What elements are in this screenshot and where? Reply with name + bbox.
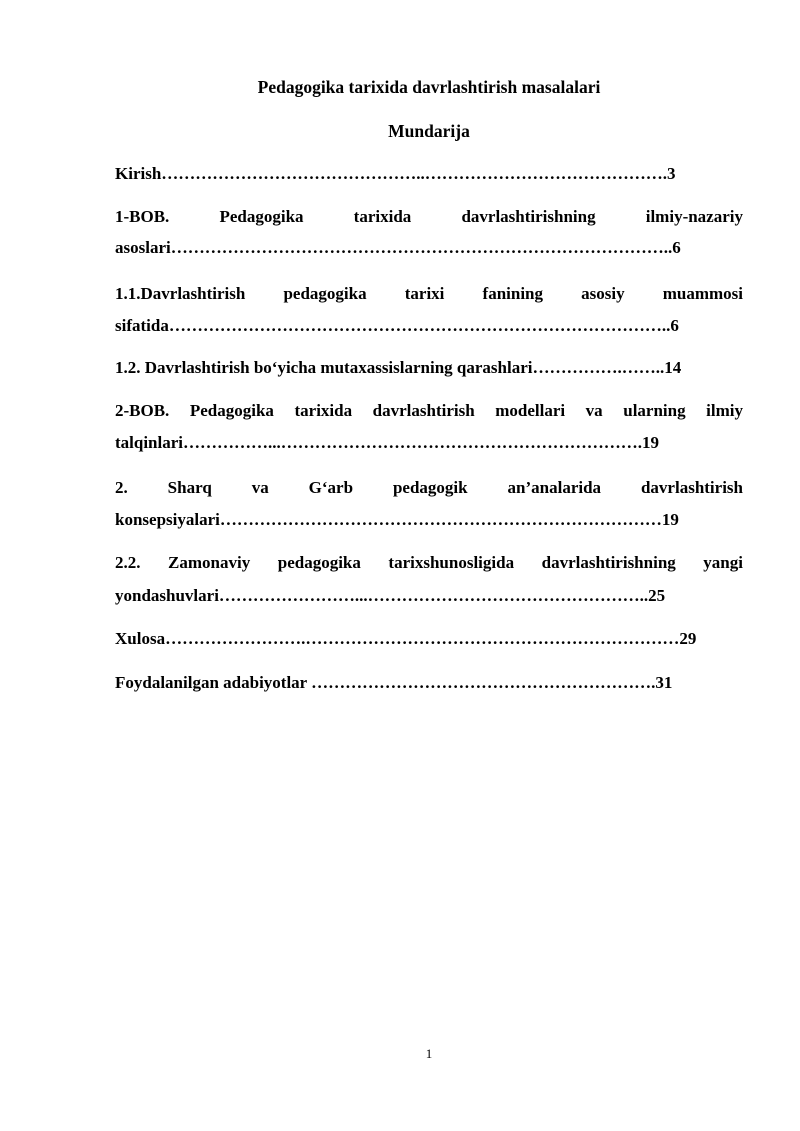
toc-entry-section21-line2: konsepsiyalari……………………………………………………………………19 bbox=[115, 510, 679, 529]
toc-entry-conclusion: Xulosa…………………….…………………………………………………………29 bbox=[115, 629, 697, 648]
document-title: Pedagogika tarixida davrlashtirish masalalari bbox=[257, 77, 601, 97]
toc-entry-section11-line1: 1.1.Davrlashtirish pedagogika tarixi fanining asosiy muammosi bbox=[115, 284, 743, 303]
toc-entry-chapter1-line2: asoslari……………………………………………………………………………..6 bbox=[115, 238, 681, 257]
toc-entry-section21-line1: 2. Sharq va G‘arb pedagogik an’analarida davrlashtirish bbox=[115, 478, 743, 497]
toc-entry-section22-line1: 2.2. Zamonaviy pedagogika tarixshunosligida davrlashtirishning yangi bbox=[115, 553, 743, 572]
toc-entry-chapter1-line1: 1-BOB. Pedagogika tarixida davrlashtirishning ilmiy-nazariy bbox=[115, 207, 743, 226]
toc-entry-references: Foydalanilgan adabiyotlar …………………………………………………….31 bbox=[115, 673, 673, 692]
toc-entry-chapter2-line1: 2-BOB. Pedagogika tarixida davrlashtirish modellari va ularning ilmiy bbox=[115, 401, 743, 420]
toc-entry-section12: 1.2. Davrlashtirish bo‘yicha mutaxassislarning qarashlari…………….……..14 bbox=[115, 358, 682, 377]
toc-heading: Mundarija bbox=[388, 121, 470, 141]
toc-entry-section22-line2: yondashuvlari……………………...…………………………………………..25 bbox=[115, 586, 666, 605]
page-number: 1 bbox=[425, 1046, 433, 1061]
toc-entry-section11-line2: sifatida……………………………………………………………………………..6 bbox=[115, 316, 679, 335]
toc-entry-intro: Kirish………………………………………..…………………………………….3 bbox=[115, 164, 676, 183]
toc-entry-chapter2-line2: talqinlari……………...……………………………………………………….19 bbox=[115, 433, 660, 452]
